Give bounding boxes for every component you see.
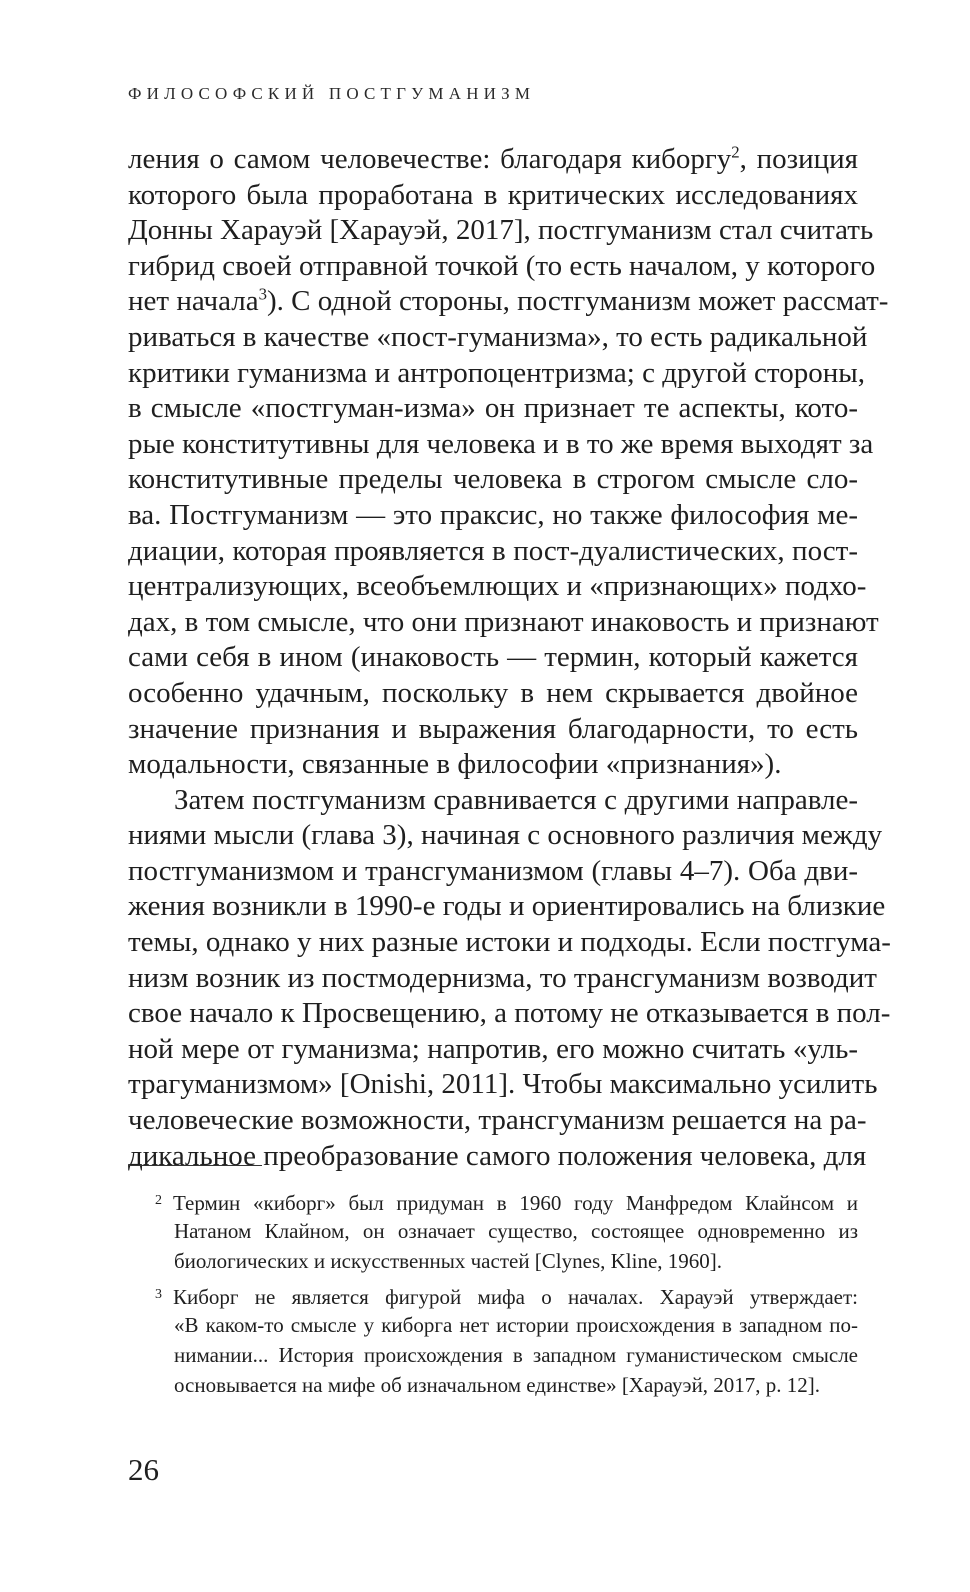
footnotes — [156, 1186, 858, 1400]
body-line: жения возникли в 1990-е годы и ориентировались на близкие — [128, 890, 886, 923]
body-line: человеческие возможности, трансгуманизм решается на ра- — [128, 1104, 867, 1137]
body-line: гибрид своей отправной точкой (то есть началом, у которого — [128, 249, 876, 282]
body-line: рые конститутивны для человека и в то же время выходят за — [128, 427, 874, 460]
footnote-line: нимании... История происхождения в западном гуманистическом смысле — [174, 1343, 858, 1367]
footnote-line: основывается на мифе об изначальном единстве» [Харауэй, 2017, p. 12]. — [174, 1373, 821, 1397]
body-line: модальности, связанные в философии «признания»). — [128, 748, 782, 781]
footnote-ref[interactable]: 3 — [258, 284, 268, 304]
body-line: сами себя в ином (инаковость — термин, который кажется — [128, 641, 858, 674]
footnote-line: Натаном Клайном, он означает существо, состоящее одновременно из — [174, 1219, 858, 1243]
body-line: свое начало к Просвещению, а потому не отказывается в пол- — [128, 997, 891, 1030]
body-line: дикальное преобразование самого положения человека, для — [128, 1139, 867, 1172]
footnote-line: «В каком-то смысле у киборга нет истории происхождения в западном по- — [174, 1313, 858, 1337]
body-line: низм возник из постмодернизма, то трансгуманизм возводит — [128, 961, 877, 994]
body-line: которого была проработана в критических исследованиях — [128, 178, 858, 211]
footnote-separator — [128, 1165, 262, 1166]
body-line: ниями мысли (глава 3), начиная с основного различия между — [128, 819, 883, 852]
footnote-mark: 2 — [155, 1193, 162, 1208]
body-line: нет начала$^3$). С одной стороны, постгуманизм может рассмат- — [128, 284, 889, 318]
body-line: дах, в том смысле, что они признают инаковость и признают — [128, 605, 879, 638]
body-line: риваться в качестве «пост-гуманизма», то есть радикальной — [128, 320, 868, 353]
body-line: значение признания и выражения благодарности, то есть — [128, 712, 858, 745]
body-line: ления о самом человечестве: благодаря киборгу$^2$, позиция — [128, 142, 858, 175]
body-line: централизующих, всеобъемлющих и «признающих» подхо- — [128, 570, 867, 603]
body-line: особенно удачным, поскольку в нем скрывается двойное — [128, 676, 858, 709]
footnote-line: 2 Термин «киборг» был придуман в 1960 году Манфредом Клайнсом и — [155, 1186, 858, 1216]
body-line: ной мере от гуманизма; напротив, его можно считать «уль- — [128, 1032, 858, 1065]
footnote-ref[interactable]: 2 — [731, 142, 740, 162]
body-text — [128, 142, 891, 1174]
body-line: ва. Постгуманизм — это праксис, но также философия ме- — [128, 498, 858, 531]
footnote-line: 3 Киборг не является фигурой мифа о началах. Харауэй утверждает: — [155, 1280, 858, 1310]
running-head: ФИЛОСОФСКИЙ ПОСТГУМАНИЗМ — [128, 84, 536, 103]
body-line: Донны Харауэй [Харауэй, 2017], постгуманизм стал считать — [128, 214, 874, 247]
body-line: темы, однако у них разные истоки и подходы. Если постгума- — [128, 926, 891, 959]
page-number: 26 — [128, 1452, 159, 1487]
footnote-line: биологических и искусственных частей [Clynes, Kline, 1960]. — [174, 1249, 723, 1273]
body-line: критики гуманизма и антропоцентризма; с другой стороны, — [128, 356, 865, 389]
body-line: постгуманизмом и трансгуманизмом (главы 4–7). Оба дви- — [128, 854, 858, 887]
body-line: диации, которая проявляется в пост-дуалистических, пост- — [128, 534, 858, 567]
footnote-mark: 3 — [155, 1287, 162, 1302]
body-line: в смысле «постгуман-изма» он признает те аспекты, кото- — [128, 392, 858, 425]
body-line: конститутивные пределы человека в строгом смысле сло- — [128, 463, 858, 496]
body-line: Затем постгуманизм сравнивается с другими направле- — [174, 783, 858, 816]
body-line: трагуманизмом» [Onishi, 2011]. Чтобы максимально усилить — [128, 1068, 878, 1101]
